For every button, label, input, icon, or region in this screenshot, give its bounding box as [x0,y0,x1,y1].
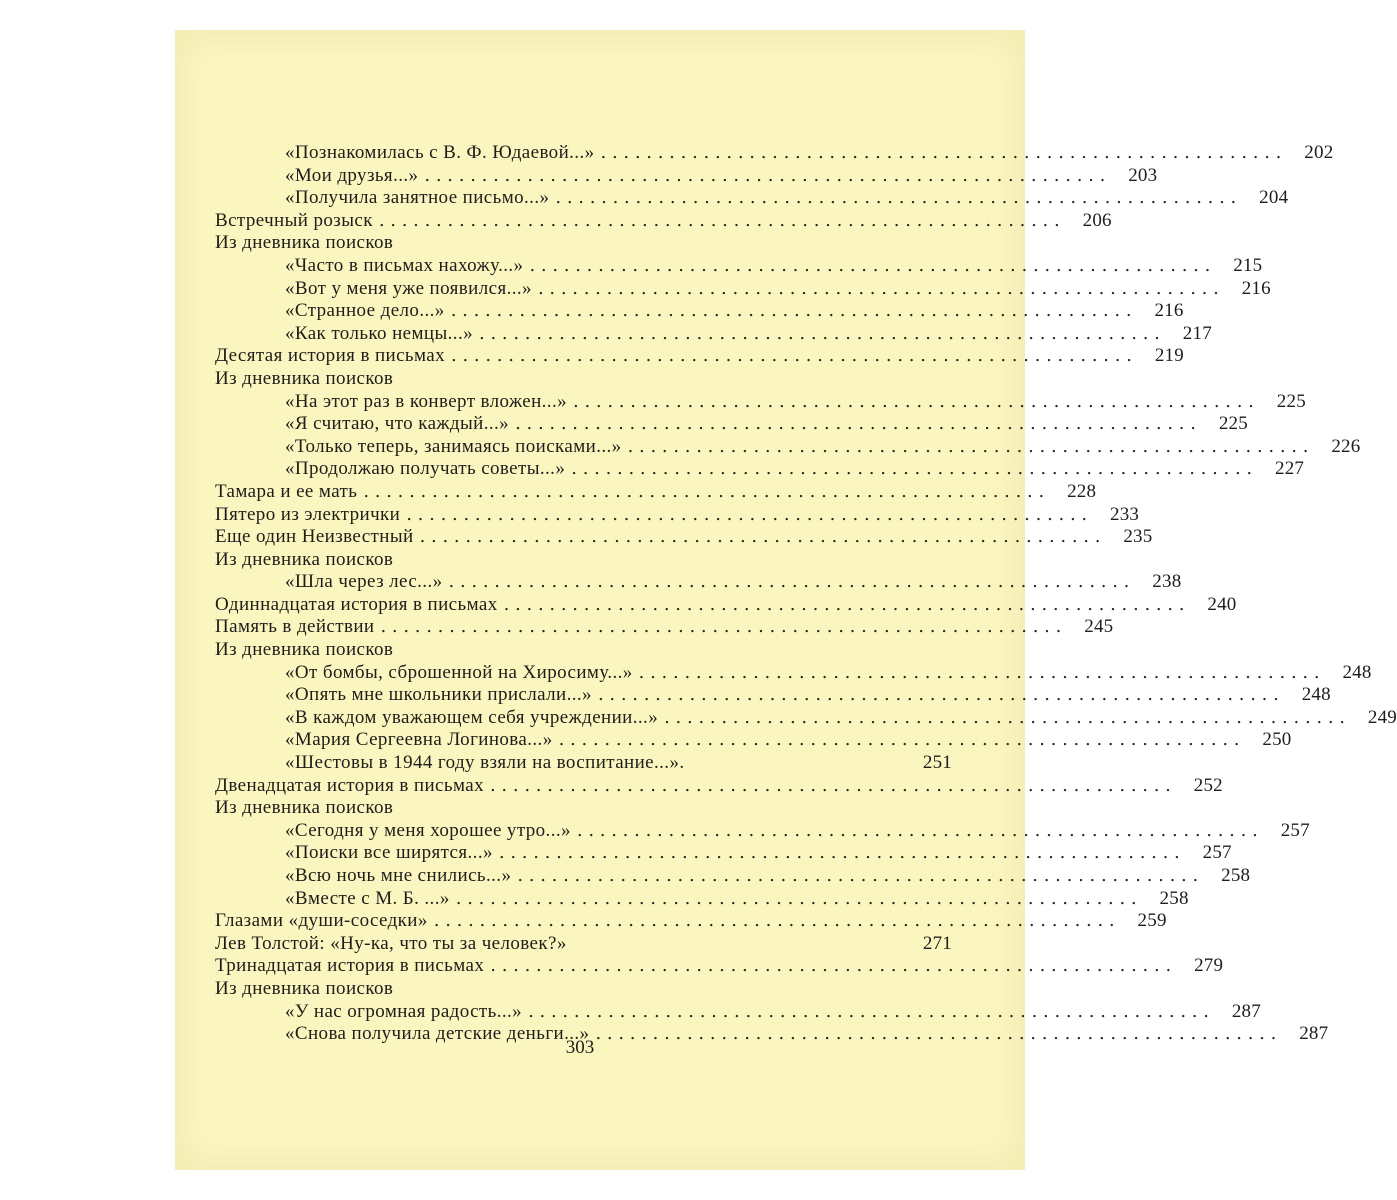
toc-entry-page: 206 [1082,209,1112,231]
toc-entry [215,480,1097,504]
toc-entry-title: «Сегодня у меня хорошее утро...» [285,819,571,841]
toc-entry-title: «У нас огромная радость...» [285,1000,523,1022]
toc-dot-leader: . . . . . . . . . . . . . . . . . . . . . . . . . . . . . . . . . . . . . . . . . . . . . . . . . . . . . . . . . . . . [448,571,1130,593]
toc-entry-page: 252 [1193,774,1223,796]
toc-entry-page: 215 [1233,254,1263,276]
toc-dot-leader: . . . . . . . . . . . . . . . . . . . . . . . . . . . . . . . . . . . . . . . . . . . . . . . . . . . . . . . . . . . . [517,865,1199,886]
toc-entry-title: «Получила занятное письмо...» [285,187,550,209]
toc-entry-page: 238 [1152,571,1182,593]
toc-entry-page: 216 [1241,277,1271,299]
toc-entry-title: «Как только немцы...» [285,322,474,344]
toc-dot-leader: . . . . . . . . . . . . . . . . . . . . . . . . . . . . . . . . . . . . . . . . . . . . . . . . . . . . . . . . . . . . [406,503,1088,525]
toc-entry [215,187,1289,210]
toc-entry [215,390,1306,414]
toc-entry-page: 203 [1128,164,1158,186]
table-of-contents [215,142,1397,1046]
toc-dot-leader: . . . . . . . . . . . . . . . . . . . . . . . . . . . . . . . . . . . . . . . . . . . . . . . . . . . . . . . . . . . . [424,164,1106,186]
toc-entry [215,684,1331,707]
toc-entry-title: Из дневника поисков [215,639,394,661]
toc-entry-page: 271 [922,932,952,954]
toc-entry [215,413,1248,436]
toc-entry-title: Одиннадцатая история в письмах [215,593,498,615]
toc-entry-title: «Вместе с М. Б. ...» [285,887,450,909]
toc-entry-title: «Часто в письмах нахожу...» [285,254,524,276]
toc-dot-leader: . . . . . . . . . . . . . . . . . . . . . . . . . . . . . . . . . . . . . . . . . . . . . . . . . . . . . . . . . . . . [489,774,1171,796]
toc-entry-title: «Мои друзья...» [285,164,419,186]
toc-dot-leader: . . . . . . . . . . . . . . . . . . . . . . . . . . . . . . . . . . . . . . . . . . . . . . . . . . . . . . . . . . . . [363,480,1045,502]
toc-dot-leader: . . . . . . . . . . . . . . . . . . . . . . . . . . . . . . . . . . . . . . . . . . . . . . . . . . . . . . . . . . . . [515,413,1196,435]
toc-dot-leader: . . . . . . . . . . . . . . . . . . . . . . . . . . . . . . . . . . . . . . . . . . . . . . . . . . . . . . . . . . . . [555,187,1237,209]
toc-entry-page: 226 [1331,435,1361,457]
toc-entry-page: 228 [1067,480,1097,502]
toc-entry-title: «Только теперь, занимаясь поисками...» [285,435,622,457]
toc-entry-page: 257 [1280,819,1310,841]
toc-dot-leader: . . . . . . . . . . . . . . . . . . . . . . . . . . . . . . . . . . . . . . . . . . . . . . . . . . . . . . . . . . . . [576,819,1258,841]
toc-entry [215,955,1224,978]
toc-entry-title: Еще один Неизвестный [215,526,414,548]
toc-dot-leader: . . . . . . . . . . . . . . . . . . . . . . . . . . . . . . . . . . . . . . . . . . . . . . . . . . . . . . . . . . . . [627,435,1309,457]
page-number: 303 [565,1037,595,1058]
toc-entry [215,797,952,820]
toc-entry [215,322,1212,346]
toc-entry-page: 204 [1259,187,1289,209]
toc-dot-leader: . . . . . . . . . . . . . . . . . . . . . . . . . . . . . . . . . . . . . . . . . . . . . . . . . . . . . . . . . . . . [529,254,1211,276]
toc-entry [215,661,1372,685]
toc-entry-title: «Опять мне школьники прислали...» [285,684,592,706]
toc-entry [215,232,952,255]
toc-entry [215,842,1232,865]
toc-entry-page: 258 [1159,887,1189,909]
toc-entry [215,887,1189,911]
toc-dot-leader: . . . . . . . . . . . . . . . . . . . . . . . . . . . . . . . . . . . . . . . . . . . . . . . . . . . . . . . . . . . . [455,887,1137,909]
toc-entry-title: «Продолжаю получать советы...» [285,458,566,480]
toc-entry-title: Встречный розыск [215,209,373,231]
toc-entry-page: 279 [1194,955,1224,977]
toc-entry-page: 216 [1154,300,1184,322]
toc-entry-title: Тамара и ее мать [215,480,358,502]
toc-entry [215,978,952,1001]
toc-entry-title: «Поиски все ширятся...» [285,842,493,864]
toc-entry [215,345,1184,368]
toc-entry [215,503,1140,527]
toc-entry [215,300,1184,323]
toc-entry-page: 248 [1301,684,1331,706]
toc-entry [215,752,952,775]
toc-entry [215,729,1292,752]
toc-dot-leader: . . . . . . . . . . . . . . . . . . . . . . . . . . . . . . . . . . . . . . . . . . . . . . . . . . . . . . . . . . . . [419,526,1101,548]
toc-dot-leader: . . . . . . . . . . . . . . . . . . . . . . . . . . . . . . . . . . . . . . . . . . . . . . . . . . . . . . . . . . . . [558,729,1240,751]
toc-entry-title: Из дневника поисков [215,797,394,819]
toc-entry [215,593,1237,617]
toc-entry-page: 240 [1207,593,1237,615]
toc-entry [215,616,1114,639]
toc-dot-leader: . . . . . . . . . . . . . . . . . . . . . . . . . . . . . . . . . . . . . . . . . . . . . . . . . . . . . . . . . . . . [528,1000,1209,1022]
toc-entry [215,254,1263,278]
toc-entry [215,910,1167,933]
toc-entry [215,706,1397,730]
toc-entry [215,819,1310,843]
toc-dot-leader: . . . . . . . . . . . . . . . . . . . . . . . . . . . . . . . . . . . . . . . . . . . . . . . . . . . . . . . . . . . . [503,593,1185,615]
toc-entry-title: «В каждом уважающем себя учреждении...» [285,706,659,728]
toc-entry-title: «Я считаю, что каждый...» [285,413,510,435]
toc-entry-page: 245 [1084,616,1114,638]
toc-entry-page: 227 [1275,458,1305,480]
toc-dot-leader: . . . . . . . . . . . . . . . . . . . . . . . . . . . . . . . . . . . . . . . . . . . . . . . . . . . . . . . . . . . . [573,390,1254,412]
toc-dot-leader: . . . . . . . . . . . . . . . . . . . . . . . . . . . . . . . . . . . . . . . . . . . . . . . . . . . . . . . . . . . . [664,706,1345,728]
toc-dot-leader: . . . . . . . . . . . . . . . . . . . . . . . . . . . . . . . . . . . . . . . . . . . . . . . . . . . . . . . . . . . . [595,1023,1277,1045]
toc-dot-leader: . . . . . . . . . . . . . . . . . . . . . . . . . . . . . . . . . . . . . . . . . . . . . . . . . . . . . . . . . . . . [451,345,1132,367]
toc-entry [215,368,952,391]
toc-entry-title: Память в действии [215,616,375,638]
toc-entry-page: 235 [1123,526,1153,548]
toc-entry [215,571,1182,594]
toc-entry-title: «Шестовы в 1944 году взяли на воспитание...». [285,752,685,774]
toc-entry-page: 287 [1299,1023,1329,1045]
toc-entry-title: Из дневника поисков [215,232,394,254]
toc-entry [215,774,1223,798]
toc-dot-leader: . . . . . . . . . . . . . . . . . . . . . . . . . . . . . . . . . . . . . . . . . . . . . . . . . . . . . . . . . . . . [490,955,1172,977]
toc-entry-title: «Мария Сергеевна Логинова...» [285,729,553,751]
toc-entry [215,435,1361,459]
toc-entry [215,277,1271,301]
toc-entry-title: «Познакомилась с В. Ф. Юдаевой...» [285,142,595,163]
toc-entry-title: «Всю ночь мне снились...» [285,865,512,886]
toc-entry-page: 219 [1154,345,1184,367]
toc-dot-leader: . . . . . . . . . . . . . . . . . . . . . . . . . . . . . . . . . . . . . . . . . . . . . . . . . . . . . . . . . . . . [571,458,1253,480]
toc-entry-page: 249 [1367,706,1397,728]
toc-dot-leader: . . . . . . . . . . . . . . . . . . . . . . . . . . . . . . . . . . . . . . . . . . . . . . . . . . . . . . . . . . . . [638,661,1320,683]
toc-entry-title: Из дневника поисков [215,548,394,570]
toc-entry-page: 217 [1182,322,1212,344]
toc-entry-page: 250 [1262,729,1292,751]
toc-entry-page: 225 [1218,413,1248,435]
book-page [175,30,1397,1170]
toc-entry [215,164,1158,188]
toc-entry-title: «Вот у меня уже появился...» [285,277,532,299]
toc-dot-leader: . . . . . . . . . . . . . . . . . . . . . . . . . . . . . . . . . . . . . . . . . . . . . . . . . . . . . . . . . . . . [450,300,1132,322]
toc-entry-page: 258 [1221,865,1251,886]
toc-dot-leader: . . . . . . . . . . . . . . . . . . . . . . . . . . . . . . . . . . . . . . . . . . . . . . . . . . . . . . . . . . . . [433,910,1115,932]
toc-entry-title: Десятая история в письмах [215,345,446,367]
toc-dot-leader: . . . . . . . . . . . . . . . . . . . . . . . . . . . . . . . . . . . . . . . . . . . . . . . . . . . . . . . . . . . . [597,684,1279,706]
toc-entry-title: «На этот раз в конверт вложен...» [285,390,568,412]
toc-entry [215,526,1153,549]
toc-entry-page: 257 [1202,842,1232,864]
toc-entry-title: «Снова получила детские деньги...» [285,1023,590,1045]
toc-entry [215,865,1251,888]
toc-entry-title: «Шла через лес...» [285,571,443,593]
toc-entry-page: 233 [1110,503,1140,525]
toc-entry-title: Лев Толстой: «Ну-ка, что ты за человек?» [215,932,567,954]
toc-entry-title: Глазами «души-соседки» [215,910,428,932]
toc-entry-title: Пятеро из электрички [215,503,401,525]
toc-dot-leader: . . . . . . . . . . . . . . . . . . . . . . . . . . . . . . . . . . . . . . . . . . . . . . . . . . . . . . . . . . . . [378,209,1060,231]
toc-entry [215,933,952,956]
toc-entry-page: 225 [1276,390,1306,412]
toc-entry-page: 259 [1137,910,1167,932]
toc-dot-leader: . . . . . . . . . . . . . . . . . . . . . . . . . . . . . . . . . . . . . . . . . . . . . . . . . . . . . . . . . . . . [479,322,1160,344]
toc-entry-title: Из дневника поисков [215,367,394,389]
toc-entry [215,1000,1261,1024]
toc-entry [215,209,1112,233]
toc-entry-title: «Странное дело...» [285,300,445,322]
toc-dot-leader: . . . . . . . . . . . . . . . . . . . . . . . . . . . . . . . . . . . . . . . . . . . . . . . . . . . . . . . . . . . . [537,277,1219,299]
toc-entry-title: Двенадцатая история в письмах [215,774,484,796]
toc-dot-leader: . . . . . . . . . . . . . . . . . . . . . . . . . . . . . . . . . . . . . . . . . . . . . . . . . . . . . . . . . . . . [380,616,1062,638]
toc-entry-page: 287 [1231,1000,1261,1022]
toc-entry [215,549,952,572]
toc-entry-title: Тринадцатая история в письмах [215,955,485,977]
toc-entry-page: 202 [1304,142,1334,163]
toc-entry [215,639,952,662]
toc-entry [215,142,1334,165]
toc-entry [215,458,1305,481]
toc-entry-title: Из дневника поисков [215,977,394,999]
toc-entry-page: 248 [1342,661,1372,683]
toc-dot-leader: . . . . . . . . . . . . . . . . . . . . . . . . . . . . . . . . . . . . . . . . . . . . . . . . . . . . . . . . . . . . [600,142,1282,163]
toc-entry-page: 251 [922,752,952,774]
toc-dot-leader: . . . . . . . . . . . . . . . . . . . . . . . . . . . . . . . . . . . . . . . . . . . . . . . . . . . . . . . . . . . . [498,842,1180,864]
toc-entry-title: «От бомбы, сброшенной на Хиросиму...» [285,661,633,683]
